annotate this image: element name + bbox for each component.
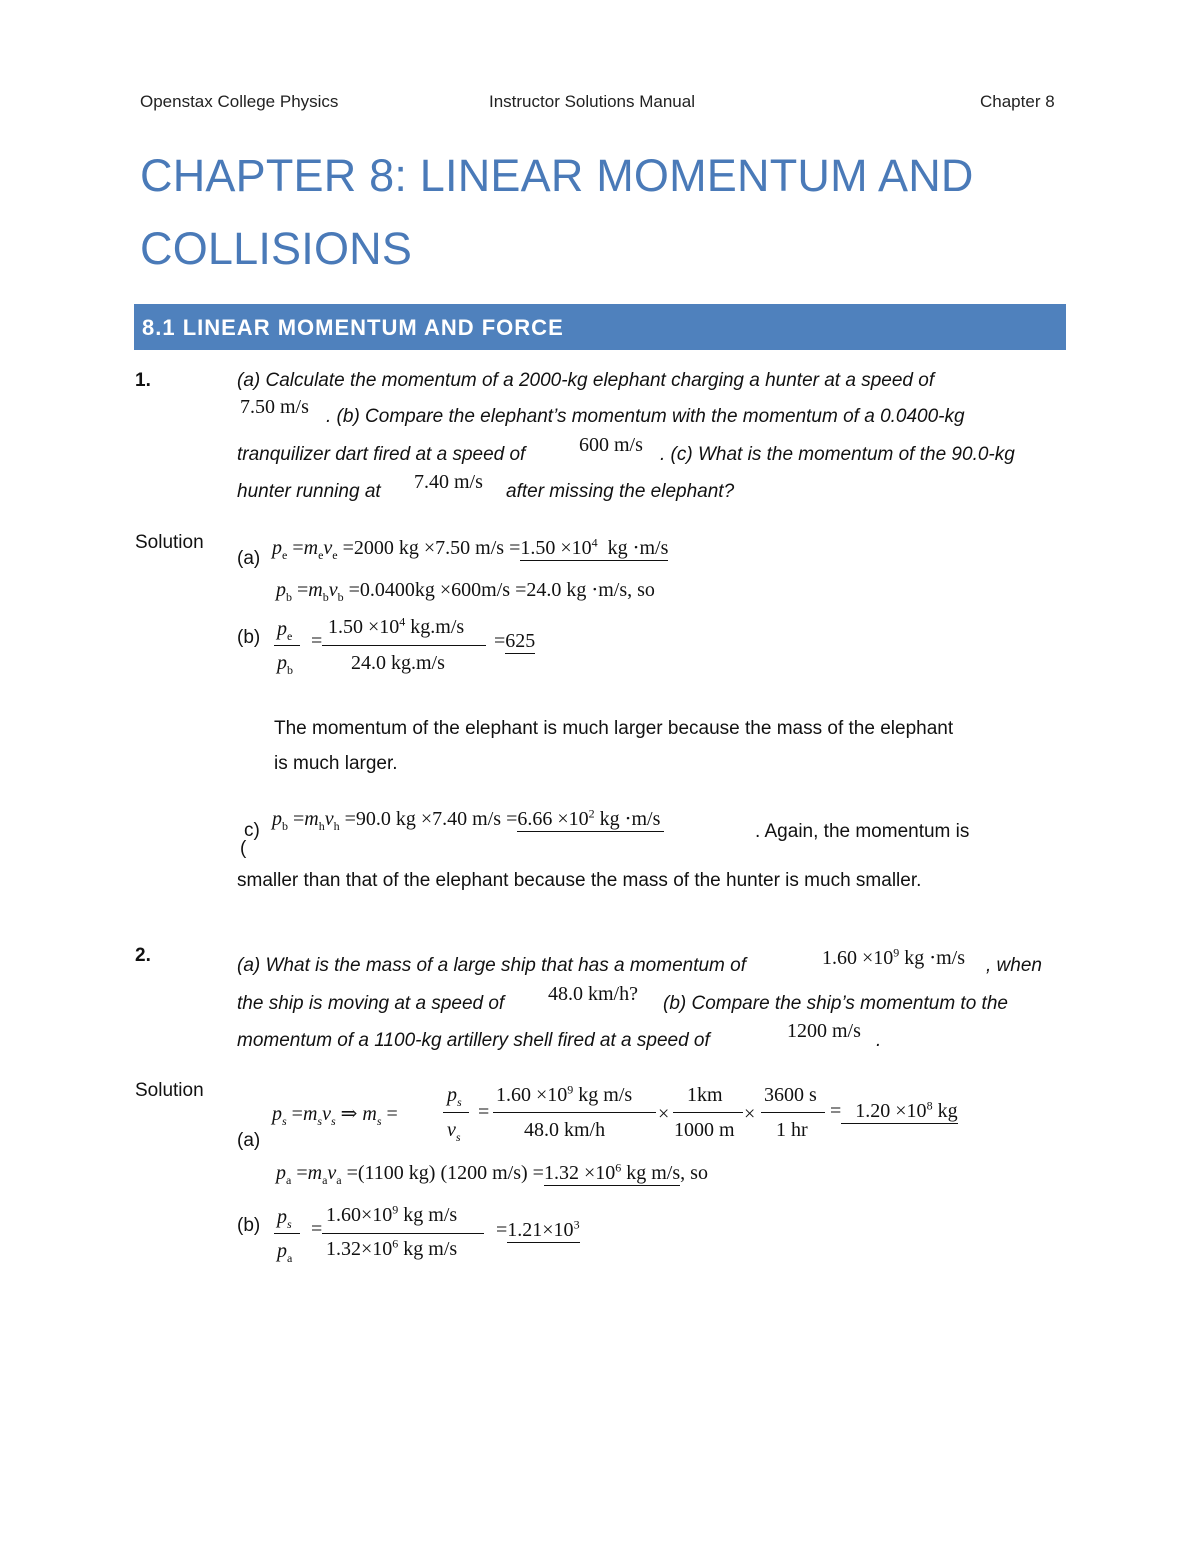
conclusion-line: smaller than that of the elephant because the mass of the hunter is much smaller. [237,870,922,891]
problem-1-speed-elephant: 7.50 m/s [240,396,309,418]
problem-1-line3a: tranquilizer dart fired at a speed of [237,444,526,465]
explanation-line2: is much larger. [274,753,398,774]
solution-2b-label: (b) [237,1215,261,1236]
problem-1-speed-dart: 600 m/s [579,434,643,456]
times-sign-1: × [658,1103,670,1125]
problem-1-line4a: hunter running at [237,481,381,502]
ratio-fraction-bar-1 [274,645,300,646]
ratio2-numerator-ps: $p_s$ [277,1206,292,1231]
ratio2-numerator-value: $1.60\times 10^9$ kg m/s [326,1202,458,1226]
chapter-title-line1: CHAPTER 8: LINEAR MOMENTUM AND [140,150,974,201]
section-heading-band [134,304,1066,350]
problem-2-number: 2. [135,945,151,966]
solution-1c-paren: ( [240,838,247,859]
ship-frac1-bar [443,1112,469,1113]
problem-2-line1: (a) What is the mass of a large ship that has a momentum of [237,955,747,976]
problem-2-line1-end: , when [986,955,1042,976]
problem-1-line1: (a) Calculate the momentum of a 2000-kg elephant charging a hunter at a speed of [237,370,935,391]
ship-frac3-bar [673,1112,743,1113]
ship-frac1-den: $v_s$ [447,1119,461,1144]
shell-momentum-equation: $p_a =m_av_a =(1100$ kg) (1200 $m/s) =1.32 \times 10^6$ kg m/s, so [276,1160,708,1187]
ship-frac2-bar [493,1112,656,1113]
ratio-fraction-bar-2 [322,645,486,646]
equation-dart-momentum: $p_b =m_bv_b =0.0400kg \times 600m/s =24.0$ kg ⋅m/s, so [276,579,655,604]
header-chapter: Chapter 8 [980,92,1055,111]
ship-frac4-den: 1 hr [776,1119,808,1141]
ratio-denominator-value: 24.0 kg.m/s [351,652,445,674]
ship-frac2-den: 48.0 km/h [524,1119,606,1141]
ship-frac4-num: 3600 s [764,1084,817,1106]
equation-elephant-momentum: $p_e =m_ev_e =2000$ kg ×7.50 $m/s =1.50 \times 10^4$ kg ⋅m/s [272,535,669,562]
ship-frac3-den: 1000 m [674,1119,735,1141]
problem-1-speed-hunter: 7.40 m/s [414,471,483,493]
ship-frac1-num: $p_s$ [447,1084,462,1109]
ratio2-fraction-bar-1 [274,1233,300,1234]
ratio-result-625: =625 [494,630,536,652]
problem-1-number: 1. [135,370,151,391]
equation-hunter-momentum: $p_b =m_hv_h =90.0$ kg ×7.40 $m/s =6.66 \times 10^2$ kg ⋅m/s [272,806,664,831]
solution-2-label: Solution [135,1080,204,1101]
explanation-line1: The momentum of the elephant is much larger because the mass of the elephant [274,718,954,739]
problem-2-line3: momentum of a 1100-kg artillery shell fired at a speed of [237,1030,710,1051]
ratio2-denominator-pa: $p_a$ [277,1240,293,1265]
solution-1c-label: c) [244,820,260,841]
header-manual-title: Instructor Solutions Manual [489,92,695,111]
problem-2-shell-speed: 1200 m/s [787,1020,861,1042]
problem-2-ship-momentum: $1.60 \times 10^9$ kg ⋅m/s [822,945,966,969]
ship-equals: = [478,1101,490,1123]
problem-2-line3-end: . [876,1030,882,1051]
chapter-title-line2: COLLISIONS [140,223,413,274]
ratio2-denominator-value: $1.32\times 10^6$ kg m/s [326,1236,458,1260]
ship-frac2-num: $1.60 \times 10^9$ kg m/s [496,1082,633,1106]
ratio-numerator-pe: $p_e$ [277,618,293,643]
problem-2-line2a: the ship is moving at a speed of [237,993,505,1014]
ship-mass-result: = $1.20 \times 10^8$ kg [830,1098,958,1122]
problem-2-ship-speed: 48.0 km/h? [548,983,638,1005]
solution-1-label: Solution [135,532,204,553]
ship-frac4-bar [761,1112,825,1113]
problem-1-line3b: . (c) What is the momentum of the 90.0-kg [660,444,1015,465]
problem-1-line4b: after missing the elephant? [506,481,735,502]
solution-1b-label: (b) [237,627,261,648]
times-sign-2: × [744,1103,756,1125]
solution-1a-label: (a) [237,548,261,569]
header-book-title: Openstax College Physics [140,92,339,111]
ratio2-equals: = [311,1218,323,1240]
ship-frac3-num: 1km [687,1084,723,1106]
problem-2-line2b: (b) Compare the ship’s momentum to the [663,993,1008,1014]
equals-sign: = [311,630,323,652]
again-text: . Again, the momentum is [755,821,970,842]
section-heading: 8.1 LINEAR MOMENTUM AND FORCE [142,315,564,340]
solution-2a-label: (a) [237,1130,261,1151]
ratio2-result: $=1.21\times 10^3$ [496,1217,580,1241]
ratio-denominator-pb: $p_b$ [277,652,293,677]
ship-mass-equation-lhs: $p_s =m_sv_s$ ⇒ $m_s$ = [272,1103,398,1128]
ratio-numerator-value: $1.50 \times 10^4$ kg.m/s [328,614,465,638]
ratio2-fraction-bar-2 [322,1233,484,1234]
problem-1-line2: . (b) Compare the elephant’s momentum with the momentum of a 0.0400-kg [326,406,965,427]
